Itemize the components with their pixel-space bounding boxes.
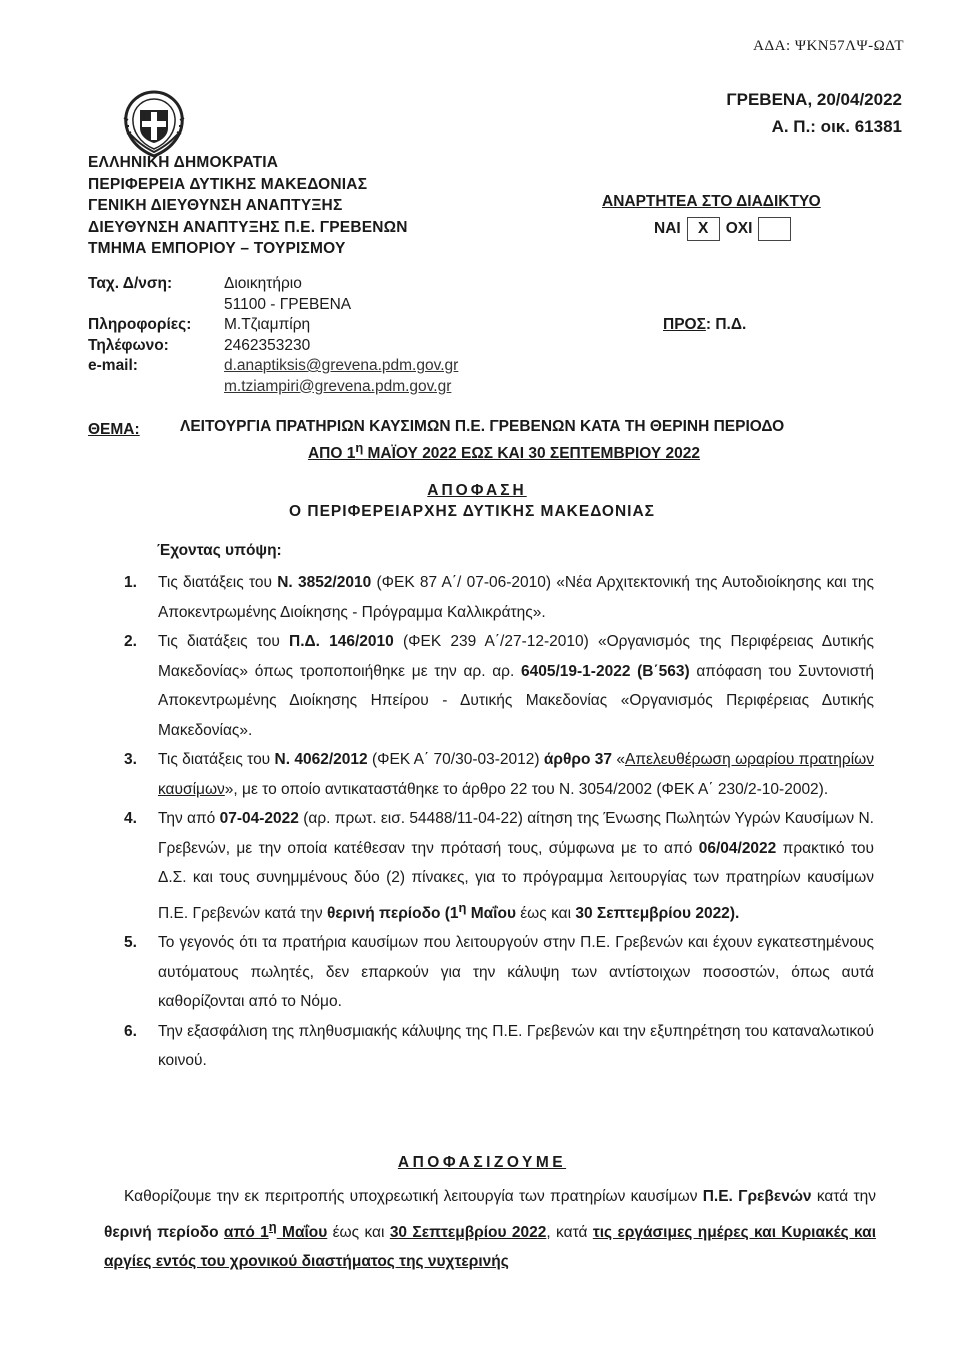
- contact-block: [88, 274, 458, 397]
- list-item: 2. Τις διατάξεις του Π.Δ. 146/2010 (ΦΕΚ 239 Α΄/27-12-2010) «Οργανισμός της Περιφέρειας Δυτικής Μακεδονίας» όπως τροποποιήθηκε με την αρ. αρ. 6405/19-1-2022 (Β΄563) απόφαση του Συντονιστή Αποκεντρωμένης Διοίκησης Ηπείρου - Δυτικής Μακεδονίας «Οργανισμός Περιφέρειας Δυτικής Μακεδονίας».: [124, 633, 874, 739]
- subject-line-2: ΑΠΟ $1^\eta$ ΜΑΪΟΥ 2022 ΕΩΣ ΚΑΙ 30 ΣΕΠΤΕΜΒΡΙΟΥ 2022: [307, 440, 701, 463]
- posting-options: [654, 217, 797, 241]
- no-checkbox[interactable]: [758, 217, 791, 241]
- subject: [180, 416, 888, 464]
- header-line: ΓΕΝΙΚΗ ΔΙΕΥΘΥΝΣΗ ΑΝΑΠΤΥΞΗΣ: [88, 197, 343, 214]
- list-item: 4. Την από 07-04-2022 (αρ. πρωτ. εισ. 54488/11-04-22) αίτηση της Ένωσης Πωλητών Υγρών Καυσίμων Ν. Γρεβενών, με την οποία κατέθεσαν την πρότασή τους, σύμφωνα με το από 06/04/2022 πρακτικό του Δ.Σ. και τους συνημμένους δύο (2) πίνακες, για το πρόγραμμα λειτουργίας των πρατηρίων καυσίμων Π.Ε. Γρεβενών κατά την θερινή περίοδο ($1^\eta$ Μαΐου έως και 30 Σεπτεμβρίου 2022).: [124, 810, 875, 922]
- header-line: ΕΛΛΗΝΙΚΗ ΔΗΜΟΚΡΑΤΙΑ: [88, 154, 279, 171]
- email-link-1[interactable]: d.anaptiksis@grevena.pdm.gov.gr: [224, 357, 459, 374]
- phone-value: 2462353230: [224, 336, 311, 354]
- recipient-label: ΠΡΟΣ: [663, 316, 706, 333]
- address-label: Ταχ. Δ/νση:: [88, 275, 173, 292]
- header-line: ΤΜΗΜΑ ΕΜΠΟΡΙΟΥ – ΤΟΥΡΙΣΜΟΥ: [88, 240, 346, 257]
- yes-label: ΝΑΙ: [654, 220, 681, 237]
- header-line: ΔΙΕΥΘΥΝΣΗ ΑΝΑΠΤΥΞΗΣ Π.Ε. ΓΡΕΒΕΝΩΝ: [88, 218, 408, 236]
- email-label: e-mail:: [88, 357, 138, 374]
- no-label: ΟΧΙ: [725, 220, 753, 237]
- subject-label: ΘΕΜΑ:: [88, 421, 140, 438]
- decision-text: Καθορίζουμε την εκ περιτροπής υποχρεωτική λειτουργία των πρατηρίων καυσίμων Π.Ε. Γρεβενών κατά την θερινή περίοδο από $1^\eta$ Μαΐου έως και 30 Σεπτεμβρίου 2022, κατά τις εργάσιμες ημέρες και Κυριακές και αργίες εντός του χρονικού διαστήματος της νυχτερινής: [104, 1188, 877, 1271]
- phone-label: Τηλέφωνο:: [88, 336, 169, 354]
- greek-emblem-icon: [118, 88, 190, 160]
- address-line-1: Διοικητήριο: [224, 275, 302, 292]
- info-value: Μ.Τζιαμπίρη: [224, 316, 311, 333]
- we-decide-heading: ΑΠΟΦΑΣΙΖΟΥΜΕ: [397, 1154, 567, 1171]
- list-item: 3. Τις διατάξεις του Ν. 4062/2012 (ΦΕΚ Α΄ 70/30-03-2012) άρθρο 37 «Απελευθέρωση ωραρίου πρατηρίων καυσίμων», με το οποίο αντικαταστάθηκε το άρθρο 22 του Ν. 3054/2002 (ΦΕΚ Α΄ 230/2-10-2002).: [124, 751, 874, 798]
- protocol-number: Α. Π.: οικ. 61381: [771, 117, 902, 136]
- decision-title: ΑΠΟΦΑΣΗ: [427, 482, 527, 499]
- place-date: ΓΡΕΒΕΝΑ, 20/04/2022: [726, 90, 902, 109]
- yes-checkbox[interactable]: X: [687, 217, 720, 241]
- place-date-block: [726, 86, 902, 140]
- list-item: 5. Το γεγονός ότι τα πρατήρια καυσίμων που λειτουργούν στην Π.Ε. Γρεβενών και έχουν εγκατεστημένους αυτόματους πωλητές, δεν επαρκούν για την κάλυψη των αντίστοιχων ποσοστών, όπως αυτά καθορίζονται από το Νόμο.: [124, 934, 874, 1011]
- info-label: Πληροφορίες:: [88, 316, 192, 333]
- subject-line-1: ΛΕΙΤΟΥΡΓΙΑ ΠΡΑΤΗΡΙΩΝ ΚΑΥΣΙΜΩΝ Π.Ε. ΓΡΕΒΕΝΩΝ ΚΑΤΑ ΤΗ ΘΕΡΙΝΗ ΠΕΡΙΟΔΟ: [180, 418, 785, 435]
- ada-code: ΑΔΑ: ΨΚΝ57ΛΨ-ΩΔΤ: [753, 38, 904, 54]
- email-link-2[interactable]: m.tziampiri@grevena.pdm.gov.gr: [224, 377, 452, 395]
- header-line: ΠΕΡΙΦΕΡΕΙΑ ΔΥΤΙΚΗΣ ΜΑΚΕΔΟΝΙΑΣ: [88, 175, 368, 193]
- decision-heading: [0, 480, 964, 522]
- issuer-header: [88, 152, 408, 260]
- address-line-2: 51100 - ΓΡΕΒΕΝΑ: [224, 295, 352, 313]
- list-item: 1. Τις διατάξεις του Ν. 3852/2010 (ΦΕΚ 87 Α΄/ 07-06-2010) «Νέα Αρχιτεκτονική της Αυτοδιοίκησης και της Αποκεντρωμένης Διοίκησης - Πρόγραμμα Καλλικράτης».: [124, 574, 874, 621]
- posting-title: ΑΝΑΡΤΗΤΕΑ ΣΤΟ ΔΙΑΔΙΚΤΥΟ: [602, 193, 821, 210]
- recipient-value: : Π.Δ.: [705, 316, 747, 333]
- considerations-list: [124, 568, 874, 1076]
- list-item: 6. Την εξασφάλιση της πληθυσμιακής κάλυψης της Π.Ε. Γρεβενών και την εξυπηρέτηση του καταναλωτικού κοινού.: [124, 1022, 874, 1070]
- recipient: [663, 316, 746, 334]
- having-regard: Έχοντας υπόψη:: [157, 542, 282, 559]
- decision-issuer: Ο ΠΕΡΙΦΕΡΕΙΑΡΧΗΣ ΔΥΤΙΚΗΣ ΜΑΚΕΔΟΝΙΑΣ: [289, 503, 655, 520]
